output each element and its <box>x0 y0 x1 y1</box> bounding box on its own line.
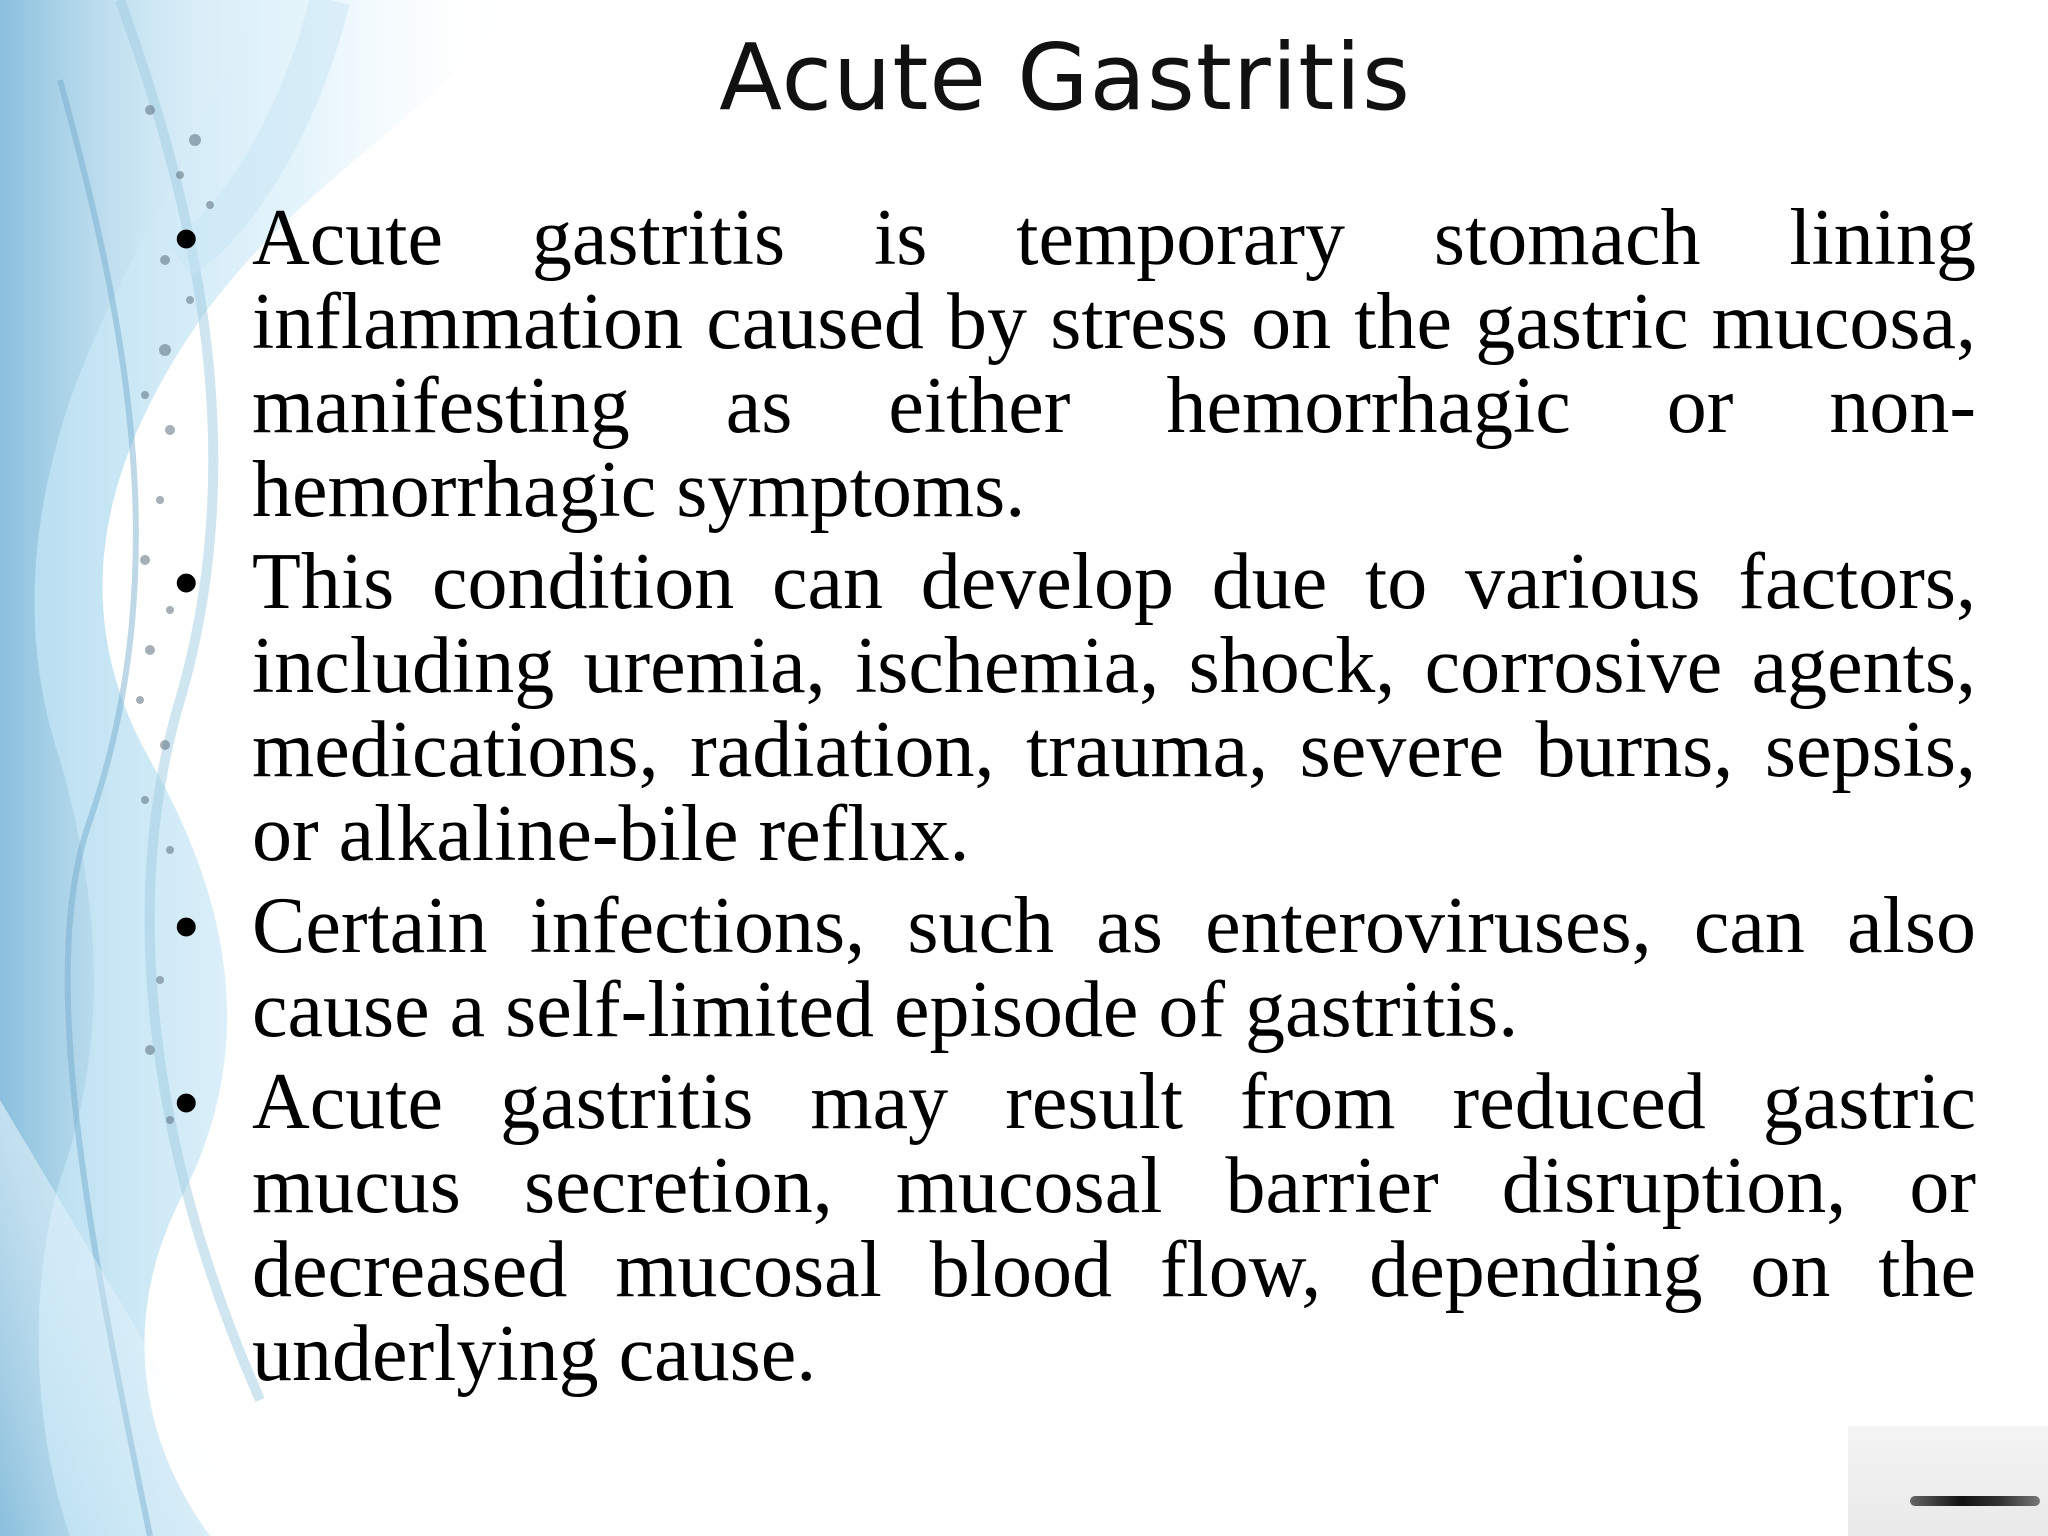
watermark-logo <box>1848 1426 2048 1536</box>
bullet-item <box>160 196 1976 532</box>
bullet-dot-icon: • <box>174 1063 199 1141</box>
bullet-text: Acute gastritis may result from reduced gastric mucus secretion, mucosal barrier disruption, or decreased mucosal blood flow, depending on the underlying cause. <box>252 1058 1976 1398</box>
bullet-dot-icon: • <box>174 887 199 965</box>
bullet-item <box>160 1060 1976 1396</box>
bullet-list <box>160 196 1976 1404</box>
watermark-mark <box>1910 1496 2040 1506</box>
slide-title: Acute Gastritis <box>719 24 1411 131</box>
bullet-item <box>160 540 1976 876</box>
bullet-text: Certain infections, such as enteroviruses, can also cause a self-limited episode of gastritis. <box>252 882 1976 1054</box>
bullet-dot-icon: • <box>174 199 199 277</box>
bullet-dot-icon: • <box>174 543 199 621</box>
bullet-text: This condition can develop due to various factors, including uremia, ischemia, shock, corrosive agents, medications, radiation, trauma, severe burns, sepsis, or alkaline-bile reflux. <box>252 538 1976 878</box>
bullet-text: Acute gastritis is temporary stomach lining inflammation caused by stress on the gastric mucosa, manifesting as either hemorrhagic or non-hemorrhagic symptoms. <box>252 194 1976 534</box>
bullet-item <box>160 884 1976 1052</box>
